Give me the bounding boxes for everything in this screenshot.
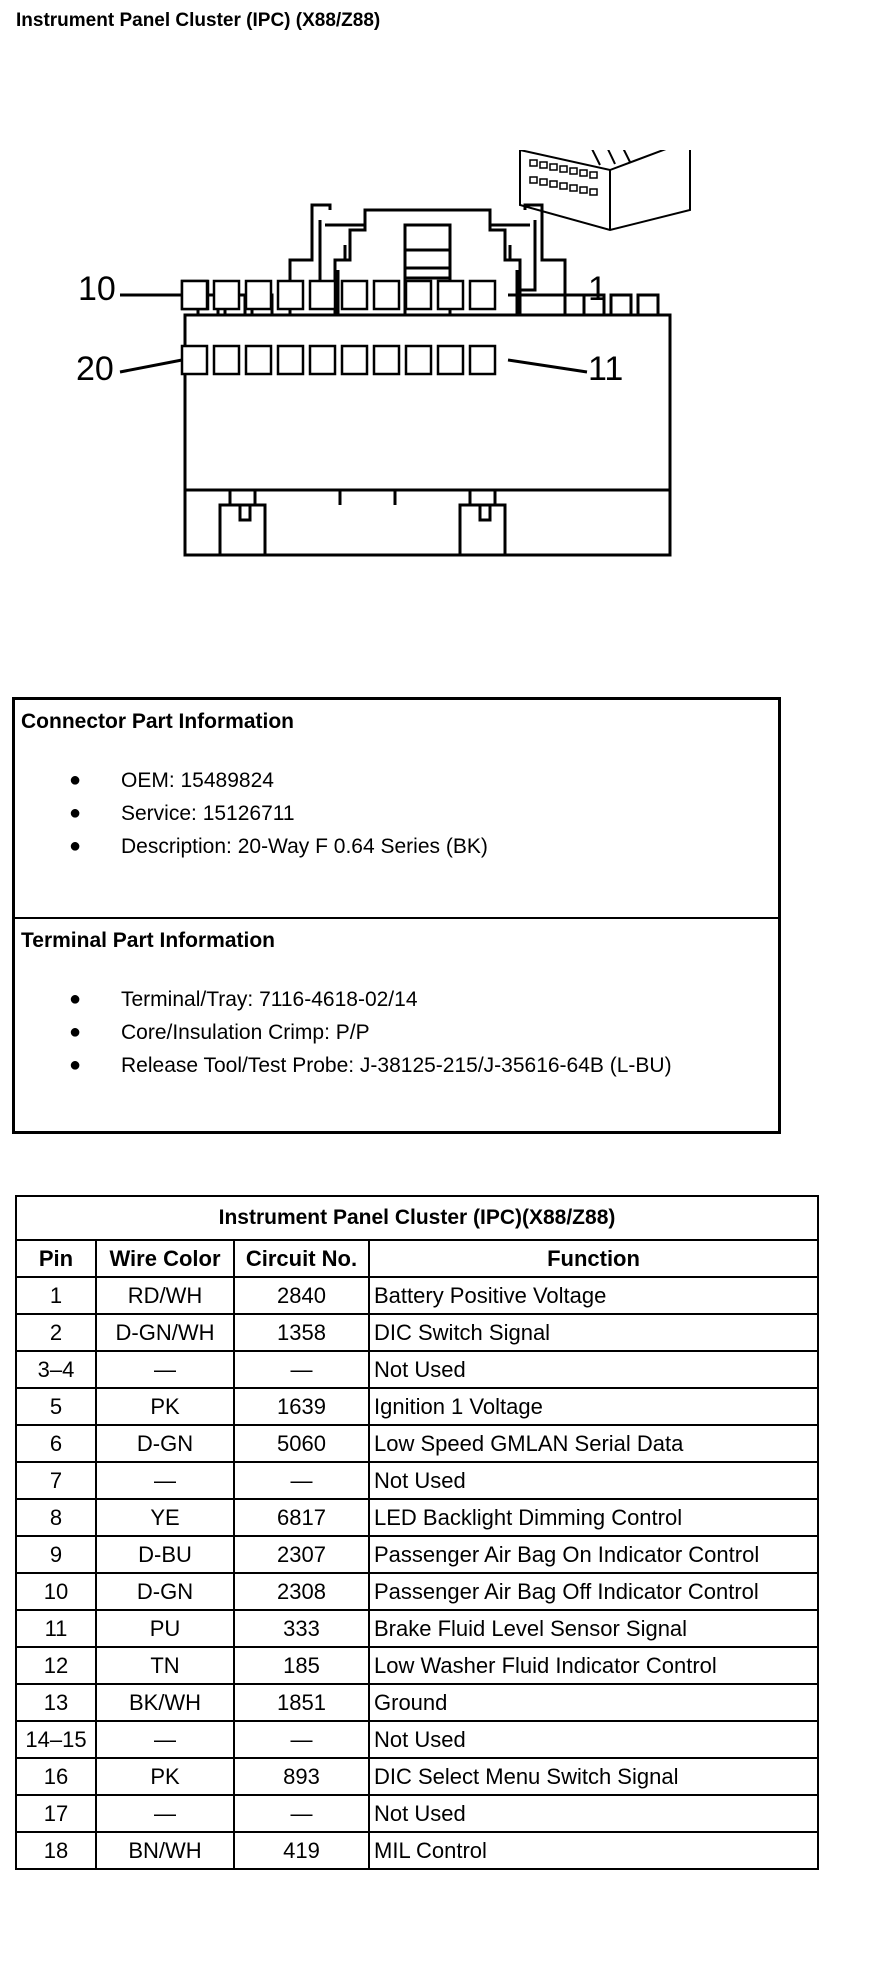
list-item [69, 1016, 772, 1049]
cell-wire-color: — [96, 1462, 234, 1499]
cell-wire-color: — [96, 1351, 234, 1388]
list-item-text: OEM: 15489824 [121, 769, 274, 792]
cell-wire-color: BK/WH [96, 1684, 234, 1721]
cell-circuit: 2308 [234, 1573, 369, 1610]
cell-wire-color: BN/WH [96, 1832, 234, 1869]
cell-pin: 13 [16, 1684, 96, 1721]
pin-label-1: 1 [588, 270, 607, 308]
cell-function: LED Backlight Dimming Control [369, 1499, 818, 1536]
cell-circuit: 5060 [234, 1425, 369, 1462]
cell-function: Not Used [369, 1462, 818, 1499]
table-row [16, 1684, 818, 1721]
table-row [16, 1721, 818, 1758]
cell-wire-color: RD/WH [96, 1277, 234, 1314]
table-row [16, 1425, 818, 1462]
cell-pin: 12 [16, 1647, 96, 1684]
cell-circuit: 185 [234, 1647, 369, 1684]
list-item [69, 764, 772, 797]
cell-wire-color: PU [96, 1610, 234, 1647]
list-item-text: Service: 15126711 [121, 802, 295, 825]
list-item [69, 797, 772, 830]
cell-circuit: 6817 [234, 1499, 369, 1536]
bullet-icon: ● [69, 1021, 82, 1043]
cell-pin: 11 [16, 1610, 96, 1647]
cell-wire-color: D-BU [96, 1536, 234, 1573]
cell-function: Brake Fluid Level Sensor Signal [369, 1610, 818, 1647]
bullet-icon: ● [69, 802, 82, 824]
table-title-row [16, 1196, 818, 1240]
cell-circuit: 419 [234, 1832, 369, 1869]
cell-pin: 8 [16, 1499, 96, 1536]
cell-function: Not Used [369, 1351, 818, 1388]
cell-function: Ground [369, 1684, 818, 1721]
cell-wire-color: YE [96, 1499, 234, 1536]
cell-pin: 2 [16, 1314, 96, 1351]
table-row [16, 1462, 818, 1499]
table-row [16, 1795, 818, 1832]
cell-wire-color: D-GN/WH [96, 1314, 234, 1351]
cell-circuit: — [234, 1795, 369, 1832]
cell-wire-color: — [96, 1721, 234, 1758]
cell-function: MIL Control [369, 1832, 818, 1869]
cell-pin: 14–15 [16, 1721, 96, 1758]
cell-circuit: 1851 [234, 1684, 369, 1721]
list-item-text: Terminal/Tray: 7116-4618-02/14 [121, 988, 418, 1011]
list-item-text: Description: 20-Way F 0.64 Series (BK) [121, 835, 488, 858]
bullet-icon: ● [69, 988, 82, 1010]
page-title: Instrument Panel Cluster (IPC) (X88/Z88) [16, 10, 381, 31]
pin-label-11: 11 [588, 350, 624, 388]
pin-label-20: 20 [76, 350, 114, 388]
table-row [16, 1351, 818, 1388]
table-row [16, 1758, 818, 1795]
table-header-row [16, 1240, 818, 1277]
cell-pin: 1 [16, 1277, 96, 1314]
list-item-text: Release Tool/Test Probe: J-38125-215/J-35616-64B (L-BU) [121, 1054, 672, 1077]
cell-pin: 10 [16, 1573, 96, 1610]
cell-function: DIC Select Menu Switch Signal [369, 1758, 818, 1795]
cell-circuit: — [234, 1351, 369, 1388]
list-item [69, 830, 772, 863]
column-header-pin: Pin [16, 1240, 96, 1277]
table-row [16, 1314, 818, 1351]
part-information-box [12, 697, 781, 1134]
cell-function: Low Washer Fluid Indicator Control [369, 1647, 818, 1684]
terminal-info-list [21, 983, 772, 1082]
cell-function: Low Speed GMLAN Serial Data [369, 1425, 818, 1462]
cell-wire-color: TN [96, 1647, 234, 1684]
cell-circuit: 1358 [234, 1314, 369, 1351]
connector-info-heading: Connector Part Information [21, 710, 295, 733]
table-row [16, 1499, 818, 1536]
cell-pin: 7 [16, 1462, 96, 1499]
connector-diagram [76, 150, 890, 630]
table-row [16, 1536, 818, 1573]
bullet-icon: ● [69, 835, 82, 857]
cell-pin: 9 [16, 1536, 96, 1573]
cell-pin: 6 [16, 1425, 96, 1462]
pinout-table [15, 1195, 819, 1870]
table-row [16, 1388, 818, 1425]
table-row [16, 1277, 818, 1314]
cell-pin: 17 [16, 1795, 96, 1832]
cell-pin: 18 [16, 1832, 96, 1869]
cell-function: Not Used [369, 1721, 818, 1758]
cell-function: Passenger Air Bag On Indicator Control [369, 1536, 818, 1573]
cell-circuit: — [234, 1721, 369, 1758]
cell-wire-color: — [96, 1795, 234, 1832]
terminal-info-heading: Terminal Part Information [21, 929, 275, 952]
column-header-circuit-no: Circuit No. [234, 1240, 369, 1277]
cell-circuit: — [234, 1462, 369, 1499]
cell-pin: 3–4 [16, 1351, 96, 1388]
column-header-function: Function [369, 1240, 818, 1277]
bullet-icon: ● [69, 769, 82, 791]
cell-function: DIC Switch Signal [369, 1314, 818, 1351]
terminal-part-information [15, 919, 778, 1092]
cell-wire-color: D-GN [96, 1573, 234, 1610]
cell-function: Not Used [369, 1795, 818, 1832]
cell-circuit: 1639 [234, 1388, 369, 1425]
table-row [16, 1647, 818, 1684]
table-row [16, 1573, 818, 1610]
cell-function: Battery Positive Voltage [369, 1277, 818, 1314]
cell-wire-color: D-GN [96, 1425, 234, 1462]
bullet-icon: ● [69, 1054, 82, 1076]
cell-circuit: 893 [234, 1758, 369, 1795]
list-item [69, 983, 772, 1016]
cell-function: Ignition 1 Voltage [369, 1388, 818, 1425]
cell-circuit: 2307 [234, 1536, 369, 1573]
connector-part-information [15, 700, 778, 919]
cell-circuit: 333 [234, 1610, 369, 1647]
connector-info-list [21, 764, 772, 863]
list-item-text: Core/Insulation Crimp: P/P [121, 1021, 370, 1044]
table-row [16, 1832, 818, 1869]
cell-wire-color: PK [96, 1388, 234, 1425]
list-item [69, 1049, 772, 1082]
connector-3d-thumbnail [90, 150, 890, 630]
column-header-wire-color: Wire Color [96, 1240, 234, 1277]
pinout-table-body [16, 1277, 818, 1869]
table-title: Instrument Panel Cluster (IPC)(X88/Z88) [16, 1196, 818, 1240]
table-row [16, 1610, 818, 1647]
cell-function: Passenger Air Bag Off Indicator Control [369, 1573, 818, 1610]
cell-circuit: 2840 [234, 1277, 369, 1314]
cell-pin: 5 [16, 1388, 96, 1425]
cell-pin: 16 [16, 1758, 96, 1795]
cell-wire-color: PK [96, 1758, 234, 1795]
pin-label-10: 10 [78, 270, 116, 308]
